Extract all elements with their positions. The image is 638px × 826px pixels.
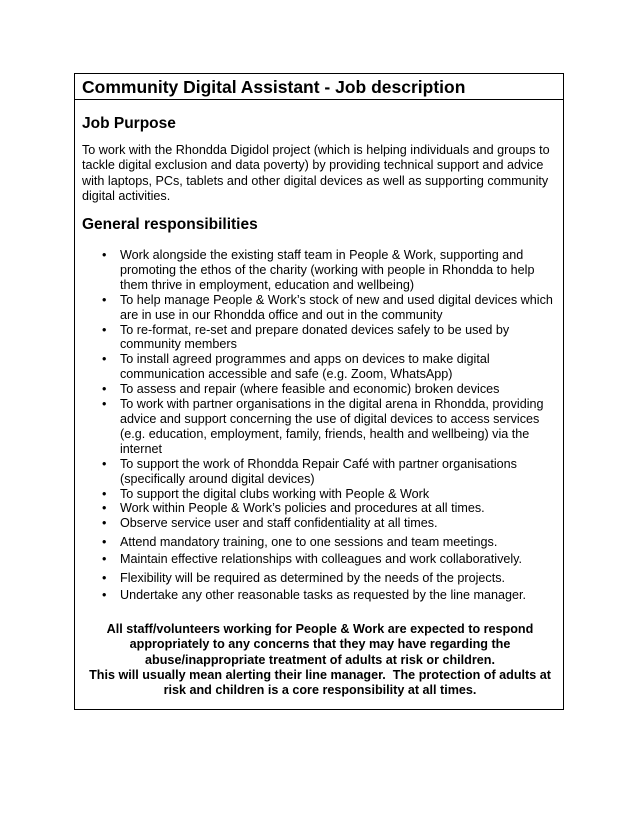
list-item-text: Observe service user and staff confidentiality at all times. [120,516,438,531]
list-item [75,382,565,397]
list-item [75,323,565,353]
list-item-text: Attend mandatory training, one to one sessions and team meetings. [120,535,498,550]
responsibilities-list [75,248,565,603]
bullet-icon: • [102,322,107,337]
job-purpose-heading: Job Purpose [82,115,176,132]
list-item-text: Work alongside the existing staff team in People & Work, supporting and promoting the ethos of the charity (working with people in Rhondda to help them thrive in employment, education and wellbeing) [120,248,535,292]
list-item [75,588,565,603]
list-item [75,552,565,567]
safeguarding-line: appropriately to any concerns that they may have regarding the [129,637,511,652]
list-item [75,535,565,550]
list-item-text: To re-format, re-set and prepare donated devices safely to be used by community members [120,322,510,352]
list-item [75,352,565,382]
bullet-icon: • [102,352,107,367]
list-item-text: To support the work of Rhondda Repair Café with partner organisations (specifically around digital devices) [120,456,517,486]
bullet-icon: • [102,535,107,550]
list-item [75,571,565,586]
list-item [75,248,565,293]
safeguarding-line: This will usually mean alerting their line manager. The protection of adults at [89,667,551,682]
bullet-icon: • [102,587,107,602]
safeguarding-line: All staff/volunteers working for People & Work are expected to respond [106,622,534,636]
list-item-text: To work with partner organisations in the digital arena in Rhondda, providing advice and support concerning the use of digital devices to access services (e.g. education, employment, family, friends, health and wellbeing) via the internet [120,397,544,456]
list-item-text: Flexibility will be required as determined by the needs of the projects. [120,571,506,586]
list-item [75,501,565,516]
bullet-icon: • [102,571,107,586]
bullet-icon: • [102,292,107,307]
bullet-icon: • [102,501,107,516]
list-item [75,487,565,502]
list-item [75,457,565,487]
job-purpose-text: To work with the Rhondda Digidol project (which is helping individuals and groups to tackle digital exclusion and data poverty) by providing technical support and advice with laptops, PCs, tablets and other digital devices as well as supporting community digital activities. [82,143,550,203]
bullet-icon: • [102,516,107,531]
list-item-text: To assess and repair (where feasible and economic) broken devices [120,382,500,397]
safeguarding-line: abuse/inappropriate treatment of adults at risk or children. [145,652,495,667]
list-item-text: Undertake any other reasonable tasks as requested by the line manager. [120,587,527,602]
list-item [75,516,565,531]
safeguarding-statement [75,622,565,698]
list-item-text: To support the digital clubs working with People & Work [120,486,430,501]
list-item [75,293,565,323]
list-item-text: To install agreed programmes and apps on devices to make digital communication accessible and safe (e.g. Zoom, WhatsApp) [120,352,490,382]
list-item [75,397,565,457]
bullet-icon: • [102,397,107,412]
document-title: Community Digital Assistant - Job description [75,74,563,100]
responsibilities-heading: General responsibilities [82,216,258,233]
list-item-text: Work within People & Work’s policies and procedures at all times. [120,501,485,516]
bullet-icon: • [102,486,107,501]
bullet-icon: • [102,382,107,397]
list-item-text: Maintain effective relationships with colleagues and work collaboratively. [120,552,523,567]
job-description-box [74,73,564,710]
bullet-icon: • [102,552,107,567]
list-item-text: To help manage People & Work’s stock of new and used digital devices which are in use in our Rhondda office and out in the community [120,292,553,322]
safeguarding-line: risk and children is a core responsibility at all times. [163,683,477,698]
bullet-icon: • [102,248,107,262]
bullet-icon: • [102,456,107,471]
